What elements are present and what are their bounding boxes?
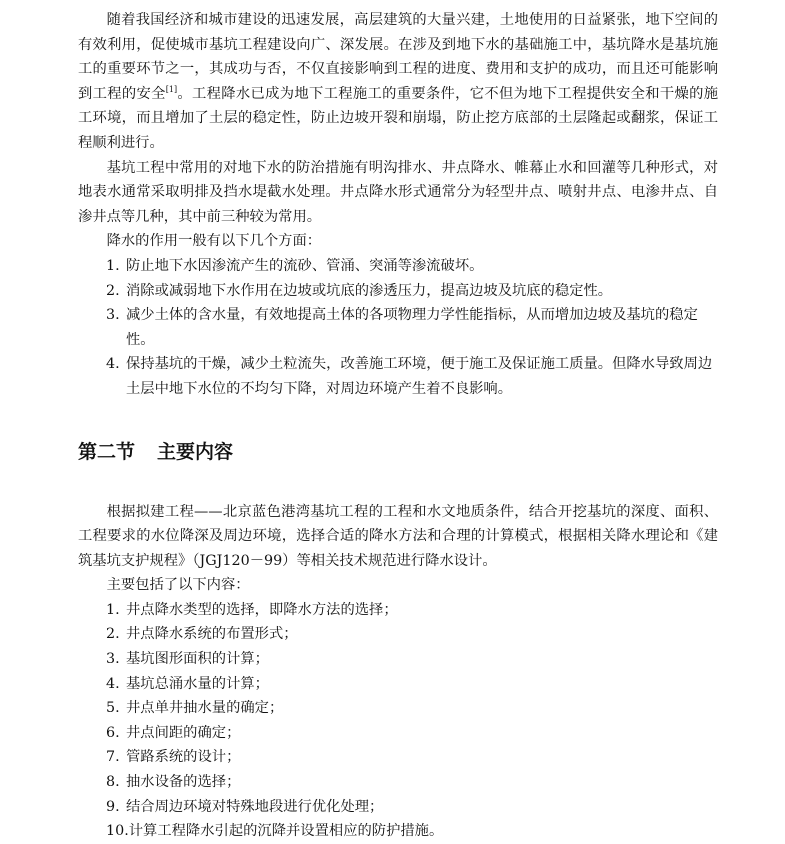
list-item-number: 9. bbox=[106, 798, 120, 815]
list-item bbox=[78, 770, 718, 795]
list-item bbox=[78, 721, 718, 746]
list-item-number: 2. bbox=[106, 282, 120, 299]
section-number: 第二节 bbox=[78, 440, 136, 463]
list-item bbox=[78, 598, 718, 623]
list-item-text: 防止地下水因渗流产生的流砂、管涌、突涌等渗流破坏。 bbox=[126, 257, 484, 274]
list-item bbox=[78, 647, 718, 672]
list-item bbox=[78, 672, 718, 697]
list-item-number: 4. bbox=[106, 356, 120, 373]
list-item-text: 消除或减弱地下水作用在边坡或坑底的渗透压力，提高边坡及坑底的稳定性。 bbox=[126, 282, 613, 299]
list-item-text: 管路系统的设计； bbox=[126, 749, 241, 766]
list-item-text: 井点降水类型的选择，即降水方法的选择； bbox=[126, 601, 398, 618]
list-item-text: 抽水设备的选择； bbox=[126, 774, 241, 791]
intro-paragraph-1-text-a: 随着我国经济和城市建设的迅速发展，高层建筑的大量兴建，土地使用的日益紧张，地下空间的有效利用，促使城市基坑工程建设向广、深发展。在涉及到地下水的基础施工中，基坑降水是基坑施工的重要环节之一，其成功与否，不仅直接影响到工程的进度、费用和支护的成功，而且还可能影响到工程的安全 bbox=[78, 12, 718, 102]
intro-paragraph-3: 降水的作用一般有以下几个方面： bbox=[106, 233, 322, 250]
section2-paragraph-1: 根据拟建工程——北京蓝色港湾基坑工程的工程和水文地质条件，结合开挖基坑的深度、面积、工程要求的水位降深及周边环境，选择合适的降水方法和合理的计算模式，根据相关降水理论和《建筑基坑支护规程》（JGJ120－99）等相关技术规范进行降水设计。 bbox=[78, 503, 718, 569]
list-item-number: 2. bbox=[106, 626, 120, 643]
list-item-text: 计算工程降水引起的沉降并设置相应的防护措施。 bbox=[128, 823, 444, 840]
list-item-number: 1. bbox=[106, 601, 120, 618]
list-item-number: 3. bbox=[106, 651, 120, 668]
list-item bbox=[78, 279, 718, 304]
list-item-text: 井点降水系统的布置形式； bbox=[126, 626, 298, 643]
document-page bbox=[78, 8, 718, 844]
list-item-text: 基坑图形面积的计算； bbox=[126, 651, 269, 668]
intro-paragraph-1 bbox=[78, 8, 718, 156]
list-item bbox=[78, 303, 718, 352]
section2-paragraph-2: 主要包括了以下内容： bbox=[106, 577, 250, 594]
list-item bbox=[78, 696, 718, 721]
list-item-number: 8. bbox=[106, 774, 120, 791]
main-content-list bbox=[78, 598, 718, 844]
list-item-text: 井点单井抽水量的确定； bbox=[126, 700, 284, 717]
list-item bbox=[78, 819, 718, 844]
list-item-number: 5. bbox=[106, 700, 120, 717]
list-item-text: 结合周边环境对特殊地段进行优化处理； bbox=[126, 798, 384, 815]
section-title: 主要内容 bbox=[157, 440, 234, 463]
section-heading bbox=[78, 438, 718, 466]
list-item bbox=[78, 745, 718, 770]
intro-paragraph-2: 基坑工程中常用的对地下水的防治措施有明沟排水、井点降水、帷幕止水和回灌等几种形式，对地表水通常采取明排及挡水堤截水处理。井点降水形式通常分为轻型井点、喷射井点、电渗井点、自渗井点等几种，其中前三种较为常用。 bbox=[78, 159, 718, 225]
list-item-number: 1. bbox=[106, 257, 120, 274]
list-item bbox=[78, 622, 718, 647]
list-item-text: 减少土体的含水量，有效地提高土体的各项物理力学性能指标，从而增加边坡及基坑的稳定性。 bbox=[126, 307, 698, 348]
list-item bbox=[78, 795, 718, 820]
list-item-number: 7. bbox=[106, 749, 120, 766]
list-item-number: 4. bbox=[106, 675, 120, 692]
intro-paragraph-1-text-b: 。工程降水已成为地下工程施工的重要条件，它不但为地下工程提供安全和干燥的施工环境，而且增加了土层的稳定性，防止边坡开裂和崩塌，防止挖方底部的土层隆起或翻浆，保证工程顺利进行。 bbox=[78, 85, 719, 151]
citation-ref: [1] bbox=[165, 85, 178, 95]
list-item-text: 保持基坑的干燥，减少土粒流失，改善施工环境，便于施工及保证施工质量。但降水导致周边土层中地下水位的不均匀下降，对周边环境产生着不良影响。 bbox=[126, 356, 713, 397]
list-item-text: 井点间距的确定； bbox=[126, 724, 241, 741]
list-item-number: 10. bbox=[106, 823, 129, 840]
list-item-text: 基坑总涌水量的计算； bbox=[126, 675, 269, 692]
list-item bbox=[78, 352, 718, 401]
list-item bbox=[78, 254, 718, 279]
list-item-number: 6. bbox=[106, 724, 120, 741]
list-item-number: 3. bbox=[106, 307, 120, 324]
dewatering-purpose-list bbox=[78, 254, 718, 402]
